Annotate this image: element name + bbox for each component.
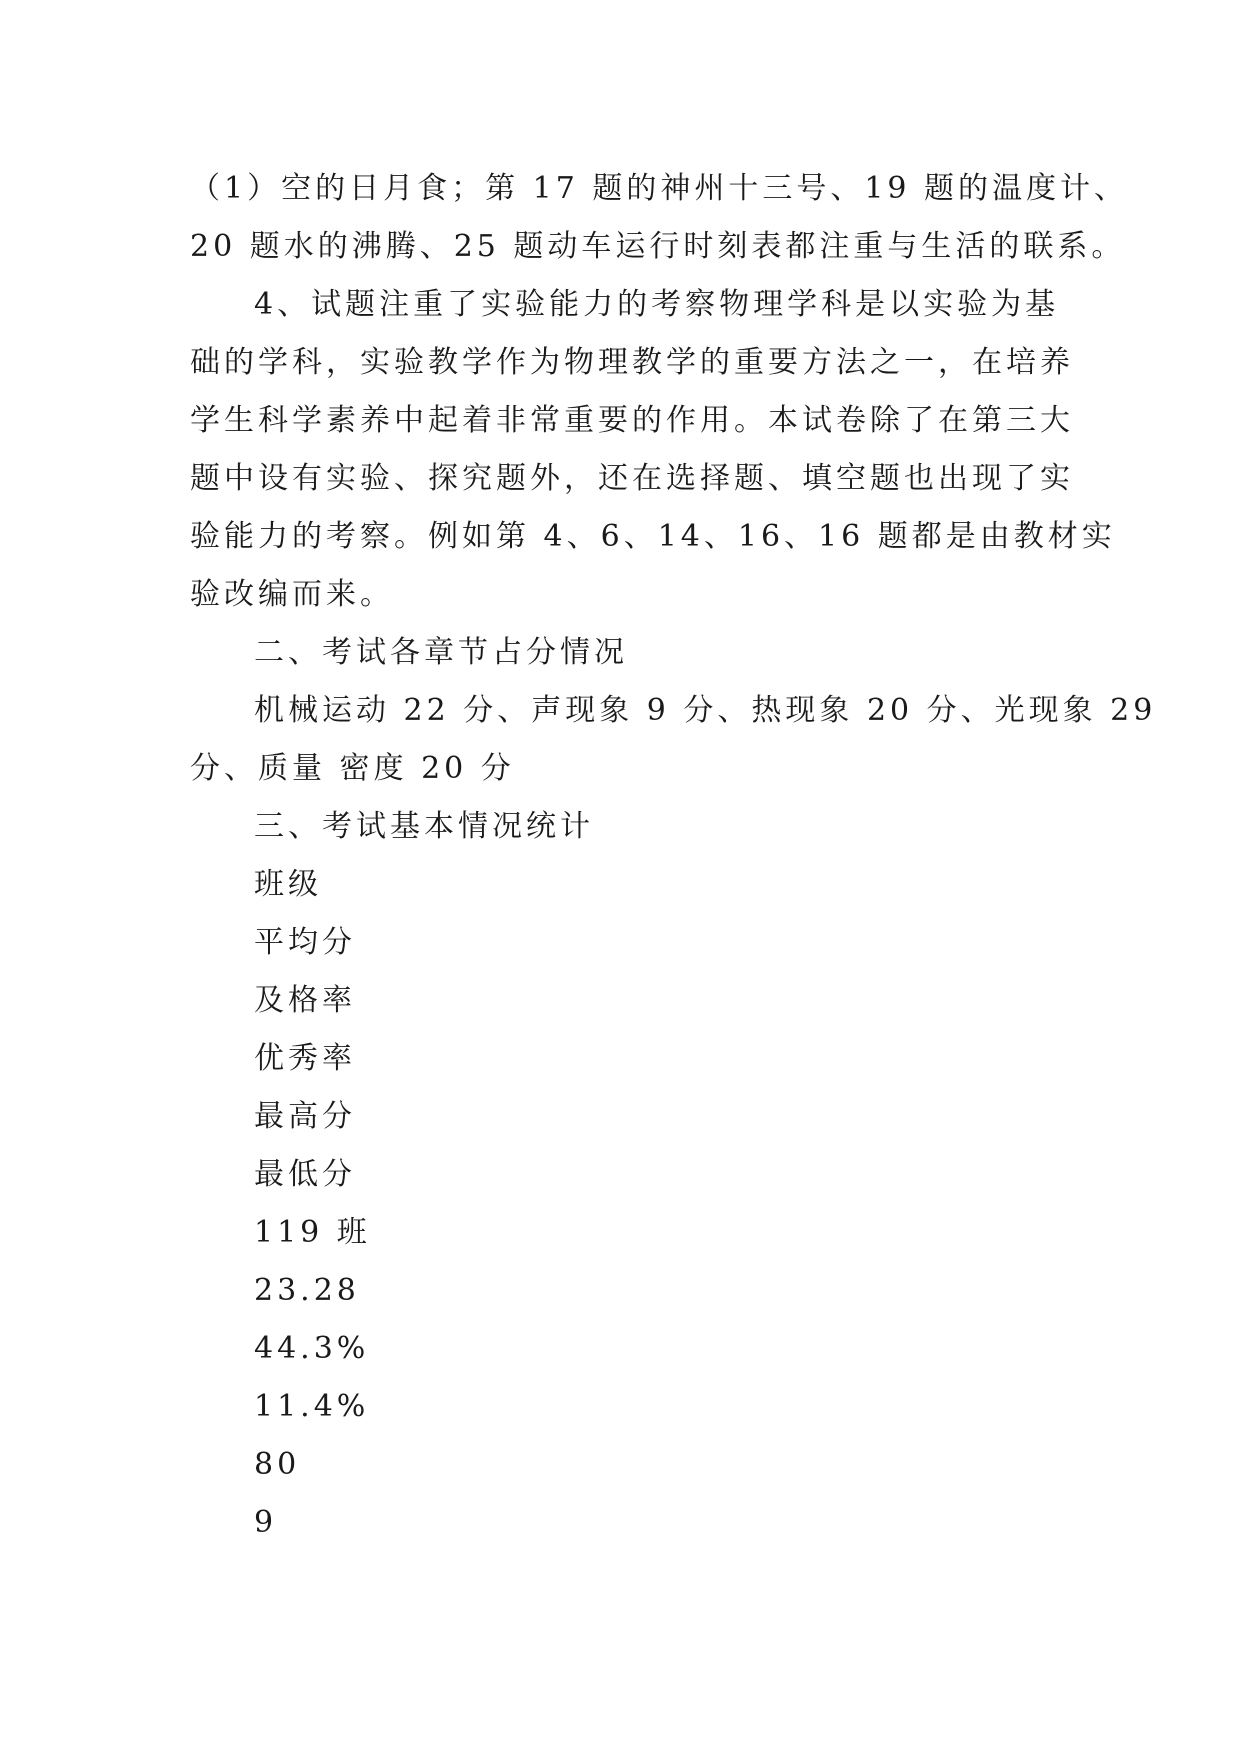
stat-label-average: 平均分 [254, 925, 356, 960]
text-line-3: 4、试题注重了实验能力的考察物理学科是以实验为基 [254, 287, 1060, 322]
stat-label-pass-rate: 及格率 [254, 983, 356, 1018]
section-heading-3: 三、考试基本情况统计 [254, 809, 594, 844]
document-body [190, 160, 1157, 1552]
text-line-8: 验改编而来。 [190, 577, 394, 612]
stat-value-max: 80 [254, 1447, 301, 1482]
text-line-2: 20 题水的沸腾、25 题动车运行时刻表都注重与生活的联系。 [190, 229, 1126, 264]
stat-label-min: 最低分 [254, 1157, 356, 1192]
stat-value-excellent-rate: 11.4% [254, 1389, 370, 1424]
stat-label-excellent-rate: 优秀率 [254, 1041, 356, 1076]
text-line-1: （1）空的日月食；第 17 题的神州十三号、19 题的温度计、 [190, 171, 1129, 206]
stat-label-class: 班级 [254, 867, 322, 902]
text-line-4: 础的学科，实验教学作为物理教学的重要方法之一，在培养 [190, 345, 1074, 380]
text-line-10: 机械运动 22 分、声现象 9 分、热现象 20 分、光现象 29 [254, 693, 1157, 728]
section-heading-2: 二、考试各章节占分情况 [254, 635, 628, 670]
text-line-6: 题中设有实验、探究题外，还在选择题、填空题也出现了实 [190, 461, 1074, 496]
stat-label-max: 最高分 [254, 1099, 356, 1134]
text-line-11: 分、质量 密度 20 分 [190, 751, 515, 786]
stat-value-class: 119 班 [254, 1215, 371, 1250]
stat-value-average: 23.28 [254, 1273, 360, 1308]
text-line-5: 学生科学素养中起着非常重要的作用。本试卷除了在第三大 [190, 403, 1074, 438]
stat-value-pass-rate: 44.3% [254, 1331, 370, 1366]
stat-value-min: 9 [254, 1505, 278, 1540]
text-line-7: 验能力的考察。例如第 4、6、14、16、16 题都是由教材实 [190, 519, 1116, 554]
